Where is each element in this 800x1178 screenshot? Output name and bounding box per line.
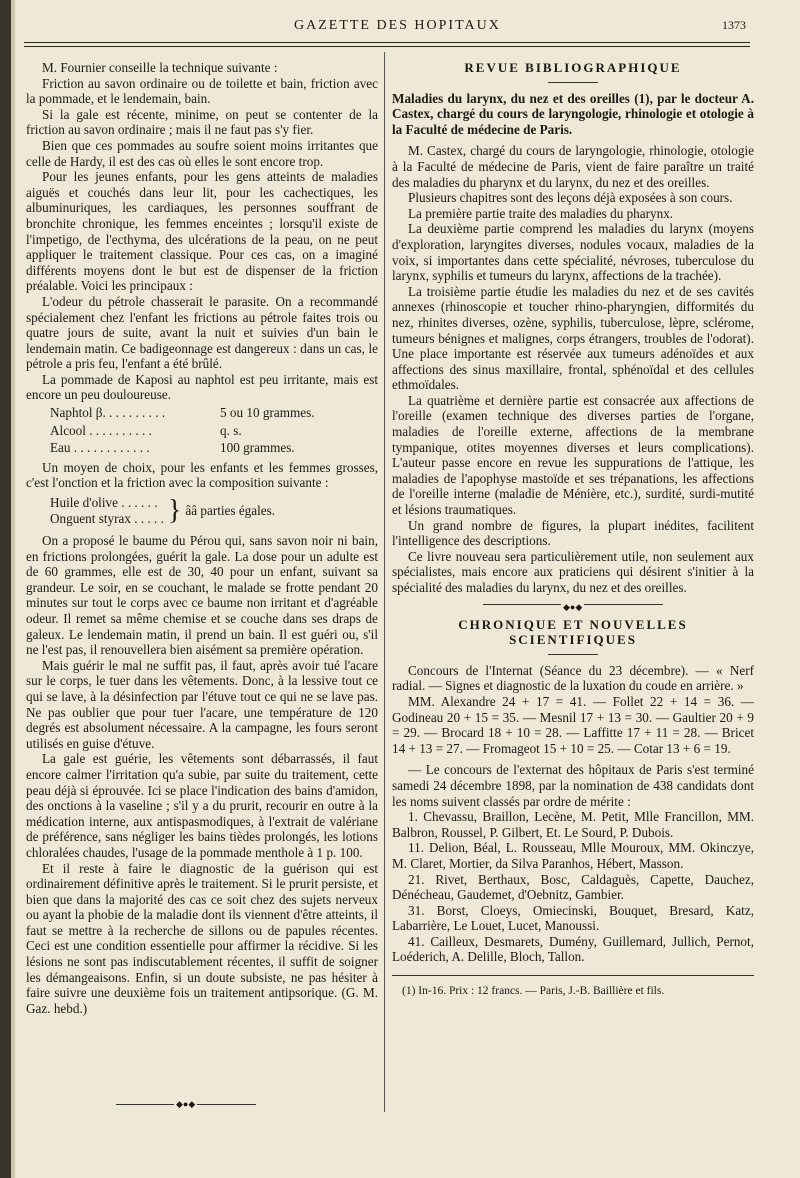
header-rule-thin [24,46,750,47]
paragraph: Un grand nombre de figures, la plupart inédites, facilitent l'intelligence des descriptions. [392,517,754,549]
section-title: REVUE BIBLIOGRAPHIQUE [464,60,682,75]
book-binding-edge [0,0,11,1178]
paragraph: L'odeur du pétrole chasserait le parasite. On a recommandé spécialement chez l'enfant les frictions au pétrole faites trois ou quatre jours de suite, avant la nuit et suivies d'un bain le lendemain matin. Ce badigeonnage est dangereux : dans un cas, le pétrole a pris feu, l'enfant a été brûlé. [26,293,378,372]
paragraph: La troisième partie étudie les maladies du nez et de ses cavités annexes (rhinoscopie et toucher rhino-pharyngien, difformités du nez, rhinites diverses, ozène, syphilis, tuberculose, lèpre, sclérome, tumeurs bénignes et malignes, corps étrangers, troubles de l'odorat). Une place importante est réservée aux tumeurs adénoïdes et aux affections des sinus maxillaire, frontal, sphénoïdal et des cellules ethmoïdales. [392,283,754,393]
paragraph: 11. Delion, Béal, L. Rousseau, Mlle Mouroux, MM. Okinczye, M. Claret, Mortier, da Silva Paranhos, Hébert, Masson. [392,840,754,871]
paragraph: Et il reste à faire le diagnostic de la guérison qui est ordinairement définitive après le traitement. Si le prurit persiste, et bien que dans la majorité des cas ce soit chez des sujets nerveux ou ayant la phobie de la maladie dont ils viennent d'être atteints, il faut se mettre à la recherche de sillons ou de papules récentes. Ceci est une condition essentielle pour affirmer la récidive. Si les lésions ne sont pas indiscutablement récentes, il suffit de soigner les démangeaisons. Enfin, si un doute subsiste, ne pas hésiter à faire suivre une deuxième fois un traitement antipsorique. (G. M. Gaz. hebd.) [26,860,378,1016]
formula-line [50,440,350,456]
formula-items [50,495,164,527]
paragraph: Friction au savon ordinaire ou de toilette et bain, friction avec la pommade, et le lendemain, bain. [26,75,378,107]
paragraph: 1. Chevassu, Braillon, Lecène, M. Petit, Mlle Francillon, MM. Balbron, Roussel, P. Gilbert, Et. Le Sourd, P. Dubois. [392,809,754,840]
paragraph: Concours de l'Internat (Séance du 23 décembre). — « Nerf radial. — Signes et diagnostic de la luxation du coude en arrière. » [392,662,754,694]
page-header [24,14,784,44]
paragraph: La deuxième partie comprend les maladies du larynx (moyens d'exploration, laryngites diverses, nodules vocaux, maladies de la voix, si importantes dans cette spécialité, névroses, tuberculose du larynx, syphilis et tumeurs du larynx, affections de la trachée). [392,221,754,284]
paragraph: MM. Alexandre 24 + 17 = 41. — Follet 22 + 14 = 36. — Godineau 20 + 15 = 35. — Mesnil 17 + 13 = 30. — Gaultier 20 + 9 = 29. — Brocard 18 + 10 = 28. — Laffitte 17 + 11 = 28. — Bricet 14 + 13 = 27. — Fromageot 15 + 10 = 25. — Cotar 13 + 6 = 19. [392,693,754,756]
ingredient-name: Naphtol β. . . . . . . . . . [50,405,166,421]
brace-glyph: } [167,495,182,527]
right-column [392,60,754,1000]
ingredient-name: Eau . . . . . . . . . . . . [50,440,150,456]
ingredient-name: Alcool . . . . . . . . . . [50,422,152,438]
formula-onction [50,495,378,527]
paragraph: Si la gale est récente, minime, on peut se contenter de la friction au savon ordinaire ; mais il ne faut pas s'y fier. [26,106,378,138]
section-title: CHRONIQUE ET NOUVELLES SCIENTIFIQUES [458,616,688,648]
paragraph: M. Castex, chargé du cours de laryngologie, rhinologie, otologie à la Faculté de médecine de Paris, vient de faire paraître un traité des maladies du pharynx et du larynx, du nez et des oreilles. [392,143,754,190]
ingredient-name: Onguent styrax . . . . . [50,511,164,527]
footer-ornament: ◆●◆ [116,1104,256,1105]
paragraph: Bien que ces pommades au soufre soient moins irritantes que celle de Hardy, il est des cas où elles le sont encore trop. [26,137,378,169]
journal-title: GAZETTE DES HOPITAUX [294,18,501,33]
paragraph: Mais guérir le mal ne suffit pas, il faut, après avoir tué l'acare sur le corps, le tuer dans les vêtements. Donc, à la lessive tout ce qui se lave, à la désinfection par l'étuve tout ce qui ne se lave pas. Ne pas oublier que pour tuer l'acare, une température de 120 degrés est absolument nécessaire. A la campagne, les fours seront utilisés en guise d'étuve. [26,657,378,751]
column-separator [384,52,385,1112]
paragraph: La gale est guérie, les vêtements sont débarrassés, il faut encore calmer l'irritation qu'a subie, par suite du traitement, cette peau déjà si éprouvée. Ici se place l'indication des bains d'amidon, des onctions à la vaseline ; s'il y a du prurit, recourir en outre à la médication interne, aux antispasmodiques, à l'extrait de valériane de préférence, sans négliger les bains tièdes prolongés, les lotions chloralées chaudes, l'usage de la pommade menthole à 1 p. 100. [26,751,378,860]
title-rule [548,82,598,83]
paragraph: Pour les jeunes enfants, pour les gens atteints de maladies aiguës et couchés dans leur lit, pour les cachectiques, les albuminuriques, les cardiaques, les personnes souffrant de bronchite chronique, les femmes enceintes ; lorsqu'il existe de l'impetigo, de l'ecthyma, des ulcérations de la peau, on ne peut appliquer le traitement classique. Pour ces cas, on a imaginé différents moyens dont le but est de dispenser de la friction préalable. Voici les principaux : [26,169,378,294]
footnote: (1) In-16. Prix : 12 francs. — Paris, J.-B. Baillière et fils. [402,985,665,998]
left-column [26,60,378,1016]
formula-line [50,405,350,421]
page-gutter [11,0,15,1178]
ingredient-quantity: 5 ou 10 grammes. [220,405,315,421]
ingredient-quantity: 100 grammes. [220,440,295,456]
paragraph: Plusieurs chapitres sont des leçons déjà exposées à son cours. [408,190,733,206]
ingredient-quantity: q. s. [220,422,242,438]
book-heading: Maladies du larynx, du nez et des oreilles (1), par le docteur A. Castex, chargé du cours de laryngologie, rhinologie et otologie à la Faculté de médecine de Paris. [392,90,754,137]
paragraph: 21. Rivet, Berthaux, Bosc, Caldaguès, Capette, Dauchez, Dénécheau, Gaudemet, d'Oebnitz, Gambier. [392,871,754,903]
paragraph: La quatrième et dernière partie est consacrée aux affections de l'oreille (examen technique des diverses parties de l'organe, maladies de l'oreille externe, affections de la membrane tympanique, otites moyennes diverses et leurs complications). L'auteur passe encore en revue les suppurations de l'attique, les maladies de l'apophyse mastoïde et ses trépanations, les affections de l'oreille interne (maladie de Ménière, etc.), surdité, surdi-mutité et lésions traumatiques. [392,392,754,518]
paragraph: La pommade de Kaposi au naphtol est peu irritante, mais est encore un peu douloureuse. [26,371,378,403]
paragraph: M. Fournier conseille la technique suivante : [42,60,278,75]
page-number: 1373 [722,18,746,32]
header-rule [24,42,750,43]
paragraph: La première partie traite des maladies du pharynx. [408,205,674,221]
title-rule [548,654,598,655]
paragraph: Un moyen de choix, pour les enfants et les femmes grosses, c'est l'onction et la friction avec la composition suivante : [26,459,378,491]
ingredient-name: Huile d'olive . . . . . . [50,495,158,511]
paragraph: — Le concours de l'externat des hôpitaux de Paris s'est terminé samedi 24 décembre 1898, par la nomination de 438 candidats dont les noms suivent classés par ordre de mérite : [392,762,754,809]
paragraph: 41. Cailleux, Desmarets, Dumény, Guillemard, Jullich, Pernot, Loéderich, A. Delille, Bloch, Tallon. [392,933,754,965]
paragraph: 31. Borst, Cloeys, Omiecinski, Bouquet, Bresard, Katz, Labarrière, Le Louet, Lucet, Manoussi. [392,902,754,934]
ingredient-quantity: ââ parties égales. [185,503,276,519]
formula-line [50,423,350,439]
paragraph: Ce livre nouveau sera particulièrement utile, non seulement aux spécialistes, mais encore aux praticiens qui désirent s'initier à la spécialité des maladies du larynx, du nez et des oreilles. [392,548,754,595]
section-ornament: ◆●◆ [483,604,663,607]
formula-kaposi [26,405,378,456]
footnote-rule [392,975,754,976]
paragraph: On a proposé le baume du Pérou qui, sans savon noir ni bain, en frictions prolongées, guérit la gale. La dose pour un adulte est de 60 grammes, elle est de 30, 40 pour un enfant, suivant sa grandeur. Le soir, en se couchant, le malade se frotte pendant 20 minutes sur tout le corps avec ce baume non irritant et d'agréable odeur. Il remet sa même chemise et se couche dans ses draps de galeux. Le lendemain matin, il prend un bain. Il est guéri ou, s'il ne l'est pas, il renouvellera bien aisément sa première opération. [26,533,378,658]
